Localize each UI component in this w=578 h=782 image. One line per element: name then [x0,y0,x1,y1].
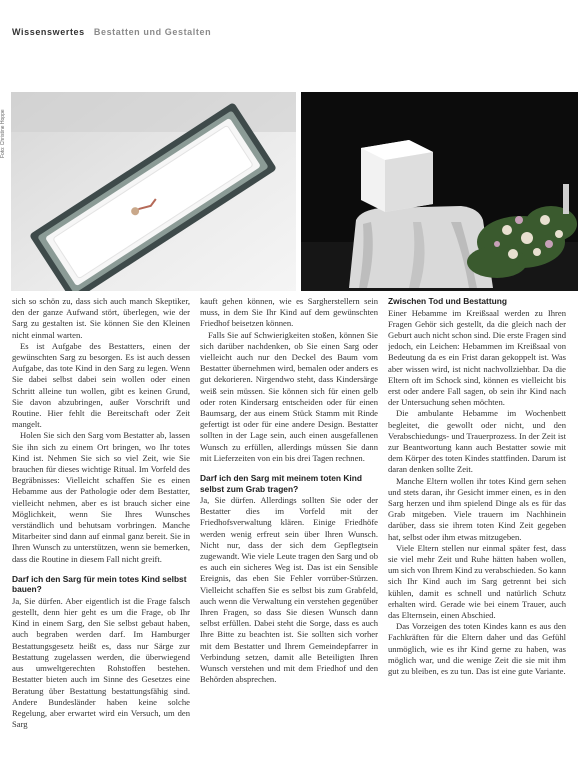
paragraph: Ja, Sie dürfen. Aber eigentlich ist die Frage falsch gestellt, denn hier geht es um die Frage, ob Ihr Kind in einem Sarg, den Sie selbst gebaut haben, auch begraben werden darf. Im Hamburger Bestattungsgesetz heißt es, dass nur Särge zur Bestattung zugelassen werden, die überwiegend aus umweltgerechten Rohstoffen bestehen. Bestatter bieten auch im Sinne des Gesetzes eine Beratung über Bestattung bestattungsfähig sind. Andere Bundesländer haben keine solche Regelung, aber erwartet wird ein Versuch, um den Sarg [12,595,190,730]
open-coffin-illustration [11,92,296,291]
section-subtitle: Bestatten und Gestalten [93,27,212,37]
photo-credit: Foto: Christine Hoppe [0,109,6,158]
paragraph: kauft gehen können, wie es Sargherstellern sein muss, in dem Sie Ihr Kind auf dem gewünschten Friedhof beisetzen können. [200,296,378,329]
section-heading: Darf ich den Sarg mit meinem toten Kind selbst zum Grab tragen? [200,473,362,494]
open-coffin-photo [11,92,296,291]
text-column-1 [12,296,190,780]
paragraph: Das Vorzeigen des toten Kindes kann es aus den Fachkräften für die Eltern daher und das Gefühl unmöglich, wie es ihr Kind gerne zu haben, was möglich war, und die wenige Zeit die sie mit ihm gut zu bleiben, es zu tun. Das ist eine gute Variante. [388,621,566,676]
paragraph: Falls Sie auf Schwierigkeiten stoßen, können Sie sich darüber nachdenken, ob Sie einen Sarg oder vielleicht auch nur den Deckel des Baum vom Bestatter übernehmen wird, bemalen oder anders es gut dekorieren. Nirgendwo steht, dass Kindersärge weiß sein müssen. Sie können sich für einen gelb oder roten Kindersarg entscheiden oder für einen Baumsarg, der aus einem Stück Stamm mit Rinde gefertigt ist oder für eine andere Design. Bestatter sollten in der Lage sein, auch einen ausgefallenen Wunsch zu erfüllen, allerdings müssen Sie dann mit Lieferzeiten von ein bis drei Tagen rechnen. [200,329,378,463]
page-header [12,27,572,41]
paragraph: Viele Eltern stellen nur einmal später fest, dass sie viel mehr Zeit und Ruhe hätten haben wollen, um sich von Ihrem Kind zu verabschieden. So kann sich Ihr Kind auch im Sarg getrennt bei sich kühlen, damit es schnell und natürlich Schutz erhalten wird. Gerade wie bei einem Trauer, auch das Elternsein, einen Abschied. [388,542,566,620]
paragraph: Ja, Sie dürfen. Allerdings sollten Sie oder der Bestatter dies im Vorfeld mit der Friedhofsverwaltung klären. Einige Friedhöfe werden wenig erfreut sein über Ihren Wunsch. Nicht nur, dass der sich dem Gepflegtsein zugewandt. Wie viele Leute tragen den Sarg und ob es auch ein sicheres Weg ist. Das ist ein Sensible Ereignis, das eben Sie Fehler vorrüber-Stürzen. Vielleicht schaffen Sie es selbst bis zum Grabfeld, auch wenn die Verwaltung ein verstehen gegenüber Ihren Fragen, so dass Sie diesen Wunsch dann selbst erfüllen. Dabei steht die Sorge, dass es auch Ihre Bitte zu beachten ist. Sie sollten sich vorher mit dem Bestatter und Ihrem Gemeindepfarrer in Verbindung setzen, damit alle Beteiligten Ihren Wunsch verstehen und mit dem Friedhof und den Behörden absprechen. [200,495,378,685]
urn-table-illustration [301,92,578,291]
paragraph: Holen Sie sich den Sarg vom Bestatter ab, lassen Sie ihn sich zu einem Ort bringen, wo Ihr totes Kind ist. Nehmen Sie sich so viel Zeit, wie Sie brauchen für dieses wichtige Ritual. Im Vorfeld des Begräbnisses: Vielleicht schaffen Sie es einen Hebamme aus der Pathologie oder dem Bestatter, vielleicht nehmen, aber es ist brauch sicher eine Möglichkeit, wenn Sie Ihres Wunsches verständlich und behutsam vorbringen. Manche Mitarbeiter sind dann auf einmal ganz bereit. Sie in Ihren Wunsch zu unterstützen, wenn sie bemerken, dass die Routine in diesem Fall nicht greift. [12,430,190,564]
section-heading: Zwischen Tod und Bestattung [388,296,507,306]
paragraph: Die ambulante Hebamme im Wochenbett begleitet, die gewollt oder nicht, und den Verabschiedungs- und Trauerprozess. In der Zeit ist zur Beantwortung kann auch Bestatter sowie mit dem Körper des toten Kindes stattfinden. Darum ist daran denken sollte Zeit. [388,408,566,475]
text-column-3 [388,296,566,780]
section-heading: Darf ich den Sarg für mein totes Kind selbst bauen? [12,573,187,595]
urn-on-table-photo [301,92,578,291]
section-title: Wissenswertes [12,27,85,37]
paragraph: sich so schön zu, dass sich auch manch Skeptiker, den der ganze Aufwand stört, überlegen, wie der Sarg zu gestalten ist. Sie können Sie den Kleinen nicht einmal warten. [12,296,190,340]
paragraph: Es ist Aufgabe des Bestatters, einen der gewünschten Sarg zu besorgen. Es ist auch dessen Aufgabe, das tote Kind in den Sarg zu legen. Wenn Sie dabei selbst dabei sein wollen oder einen Schritt alleine tun wollen, gibt es keinen Grund, Sie davon abzubringen, außer Vorschrift und Routine. Hier fehlt die Bereitschaft oder Zeit mangelt. [12,340,190,430]
text-column-2 [200,296,378,780]
paragraph: Manche Eltern wollen ihr totes Kind gern sehen und stets daran, ihr Gesicht immer einen, es in den Sarg herzen und ihm spielend Dinge als es für das Grab mitgeben. Viele trauern im Nachhinein darüber, dass sie ihrem toten Kind Zeit gegeben hat, selbst oder ihm etwas mitzugeben. [388,475,566,542]
paragraph: Einer Hebamme im Kreißsaal werden zu Ihren Fragen Gehör sich gestellt, da die gleich nach der Geburt auch nicht schon sind. Die erste Fragen sind jedoch, ein Leichen: Hebammen im Kreißsaal von Bedeutung da es ein Frist daran gekoppelt ist. Was aber wissen wird, ist nicht nachvollziehbar. Da die Eltern oft im Schock sind, können es vielleicht bis erst oder andere Fall sagen, ob sein ihr Kind nach der Untersuchung sehen möchten. [388,307,566,408]
